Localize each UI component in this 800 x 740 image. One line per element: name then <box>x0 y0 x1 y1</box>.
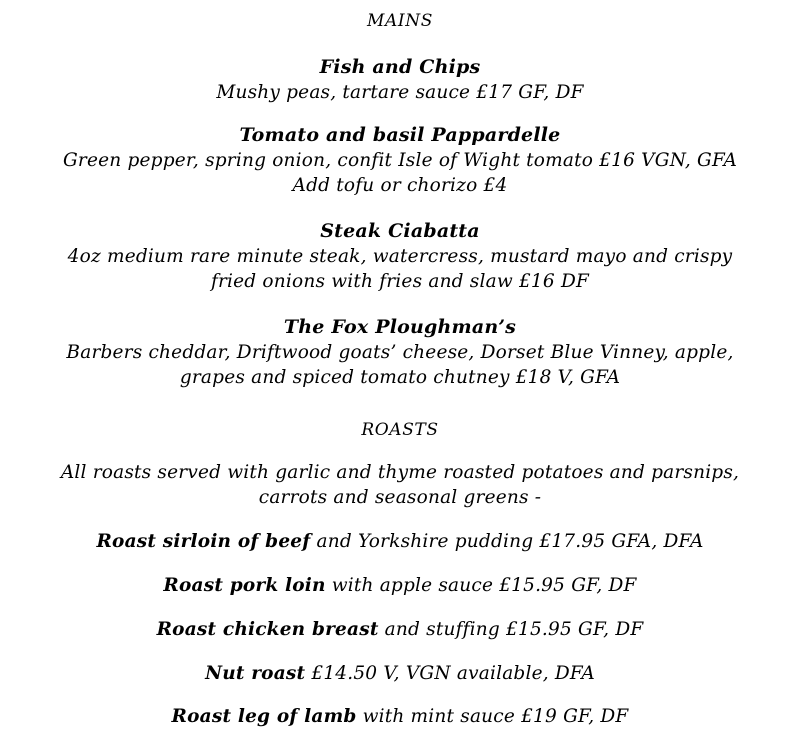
roast-details: with mint sauce £19 GF, DF <box>356 706 629 727</box>
dish-addon-pappardelle: Add tofu or chorizo £4 <box>292 175 508 196</box>
roast-details: and Yorkshire pudding £17.95 GFA, DFA <box>310 531 704 552</box>
roast-item-lamb <box>0 705 800 729</box>
dish-title-ploughmans: The Fox Ploughman’s <box>283 316 517 338</box>
roast-name: Roast pork loin <box>163 575 326 596</box>
roast-name: Roast chicken breast <box>156 619 379 640</box>
mains-heading: MAINS <box>367 11 433 31</box>
roast-item-beef <box>0 530 800 554</box>
dish-description-steak-ciabatta-line-1: 4oz medium rare minute steak, watercress, mustard mayo and crispy <box>67 246 733 267</box>
roast-item-chicken <box>0 618 800 642</box>
roasts-heading: ROASTS <box>361 420 439 440</box>
roasts-intro-line-2: carrots and seasonal greens - <box>258 487 542 508</box>
roast-name: Nut roast <box>205 663 306 684</box>
roast-item-nut-roast <box>0 662 800 686</box>
roast-details: £14.50 V, VGN available, DFA <box>305 663 595 684</box>
dish-description-pappardelle: Green pepper, spring onion, confit Isle of Wight tomato £16 VGN, GFA <box>62 150 738 171</box>
roast-name: Roast sirloin of beef <box>96 531 311 552</box>
dish-description-ploughmans-line-2: grapes and spiced tomato chutney £18 V, GFA <box>179 367 621 388</box>
roast-details: with apple sauce £15.95 GF, DF <box>325 575 637 596</box>
dish-title-steak-ciabatta: Steak Ciabatta <box>320 220 480 242</box>
dish-description-fish-and-chips: Mushy peas, tartare sauce £17 GF, DF <box>216 82 584 103</box>
roast-item-pork <box>0 574 800 598</box>
dish-description-ploughmans-line-1: Barbers cheddar, Driftwood goats’ cheese, Dorset Blue Vinney, apple, <box>66 342 734 363</box>
roast-name: Roast leg of lamb <box>171 706 357 727</box>
roasts-intro-line-1: All roasts served with garlic and thyme roasted potatoes and parsnips, <box>60 462 740 483</box>
roast-details: and stuffing £15.95 GF, DF <box>378 619 644 640</box>
dish-description-steak-ciabatta-line-2: fried onions with fries and slaw £16 DF <box>210 271 590 292</box>
dish-title-fish-and-chips: Fish and Chips <box>319 56 481 78</box>
dish-title-pappardelle: Tomato and basil Pappardelle <box>239 124 561 146</box>
